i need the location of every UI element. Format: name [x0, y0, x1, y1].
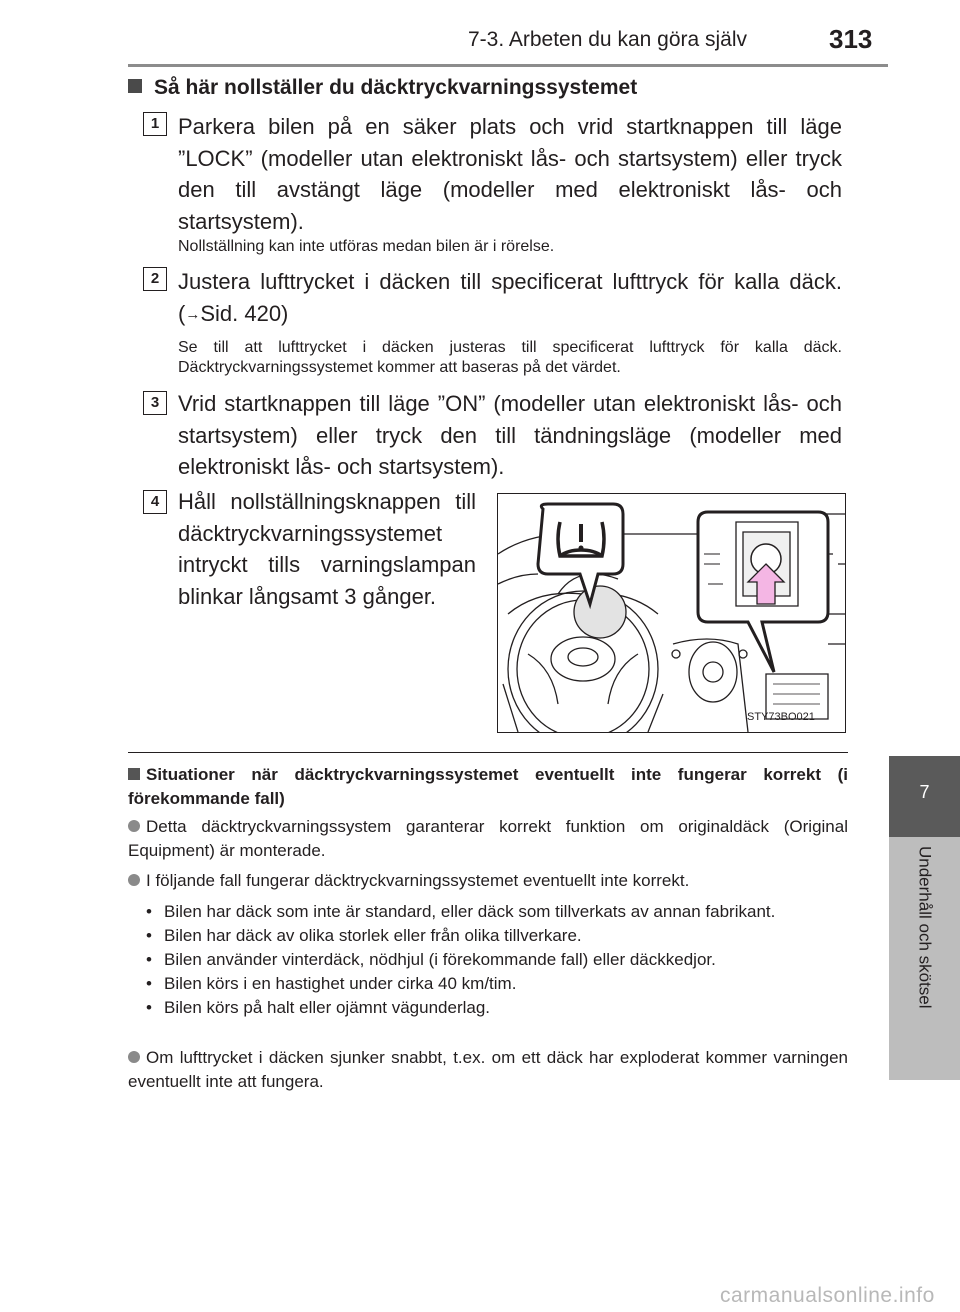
chapter-number: 7: [919, 782, 930, 802]
step-2-text-before: Justera lufttrycket i däcken till specificerat lufttryck för kalla däck. (: [178, 269, 842, 326]
note-bullet-2-text: I följande fall fungerar däcktryckvarningssystemet eventuellt inte korrekt.: [146, 871, 690, 890]
note-bullet-3-text: Om lufttrycket i däcken sjunker snabbt, t.ex. om ett däck har exploderat kommer varningen eventuellt inte att fungera.: [128, 1048, 848, 1091]
bullet-dot-icon: [128, 874, 140, 886]
heading-square-icon: [128, 79, 142, 93]
list-item: • Bilen har däck av olika storlek eller från olika tillverkare.: [146, 924, 846, 948]
condition-list: [146, 900, 846, 1020]
reset-button-callout: [698, 512, 828, 672]
page-reference-arrow-icon: →: [185, 305, 201, 323]
heading-square-icon: [128, 768, 140, 780]
dashboard-drawing: [498, 494, 845, 732]
page-number: 313: [829, 24, 873, 54]
section-heading-text: Så här nollställer du däcktryckvarningssystemet: [154, 76, 638, 99]
list-item: • Bilen använder vinterdäck, nödhjul (i förekommande fall) eller däckkedjor.: [146, 948, 846, 972]
section-heading: [128, 76, 637, 100]
illustration-code: STY73BO021: [747, 711, 815, 723]
list-item: • Bilen har däck som inte är standard, eller däck som tillverkats av annan fabrikant.: [146, 900, 846, 924]
step-number-4: 4: [143, 490, 167, 514]
note-bullet-1-text: Detta däcktryckvarningssystem garanterar korrekt funktion om originaldäck (Original Equipment) är monterade.: [128, 817, 848, 860]
step-number-1: 1: [143, 112, 167, 136]
chapter-tab: [889, 756, 960, 837]
step-2-page-reference[interactable]: Sid. 420): [200, 300, 289, 326]
bullet-dot-icon: [128, 820, 140, 832]
list-item: • Bilen körs i en hastighet under cirka 40 km/tim.: [146, 972, 846, 996]
reset-button-illustration: [497, 493, 846, 733]
watermark: carmanualsonline.info: [720, 1284, 935, 1307]
step-3-text: Vrid startknappen till läge ”ON” (modeller utan elektroniskt lås- och startsystem) eller tryck den till tändningsläge (modeller med elektroniskt lås- och startsystem).: [178, 391, 842, 479]
step-4-text: Håll nollställningsknappen till däcktryckvarningssystemet intryckt tills varningslampan blinkar långsamt 3 gånger.: [178, 489, 476, 609]
section-divider: [128, 752, 848, 753]
notes-heading-text: Situationer när däcktryckvarningssystemet eventuellt inte fungerar korrekt (i förekommande fall): [128, 765, 848, 808]
step-1-text: Parkera bilen på en säker plats och vrid startknappen till läge ”LOCK” (modeller utan elektroniskt lås- och startsystem) eller tryck den till avstängt läge (modeller med elektroniskt lås- och startsystem).: [178, 114, 842, 234]
bullet-dot-icon: [128, 1051, 140, 1063]
chapter-label: Underhåll och skötsel: [915, 846, 935, 1009]
step-2-note: Se till att lufttrycket i däcken justeras till specificerat lufttryck för kalla däck. Däcktryckvarningssystemet kommer att baseras på det värdet.: [178, 339, 842, 376]
note-bullet-3: [128, 1046, 848, 1094]
header-divider: [128, 64, 888, 67]
note-bullet-1: [128, 815, 848, 863]
step-1-note: Nollställning kan inte utföras medan bilen är i rörelse.: [178, 238, 555, 255]
note-bullet-2: [128, 869, 848, 893]
step-number-2: 2: [143, 267, 167, 291]
step-2-text: [178, 266, 842, 330]
gauge-cluster: [574, 586, 626, 638]
notes-heading: [128, 763, 848, 811]
step-number-3: 3: [143, 391, 167, 415]
section-title: 7-3. Arbeten du kan göra själv: [468, 28, 748, 51]
list-item: • Bilen körs på halt eller ojämnt vägunderlag.: [146, 996, 846, 1020]
